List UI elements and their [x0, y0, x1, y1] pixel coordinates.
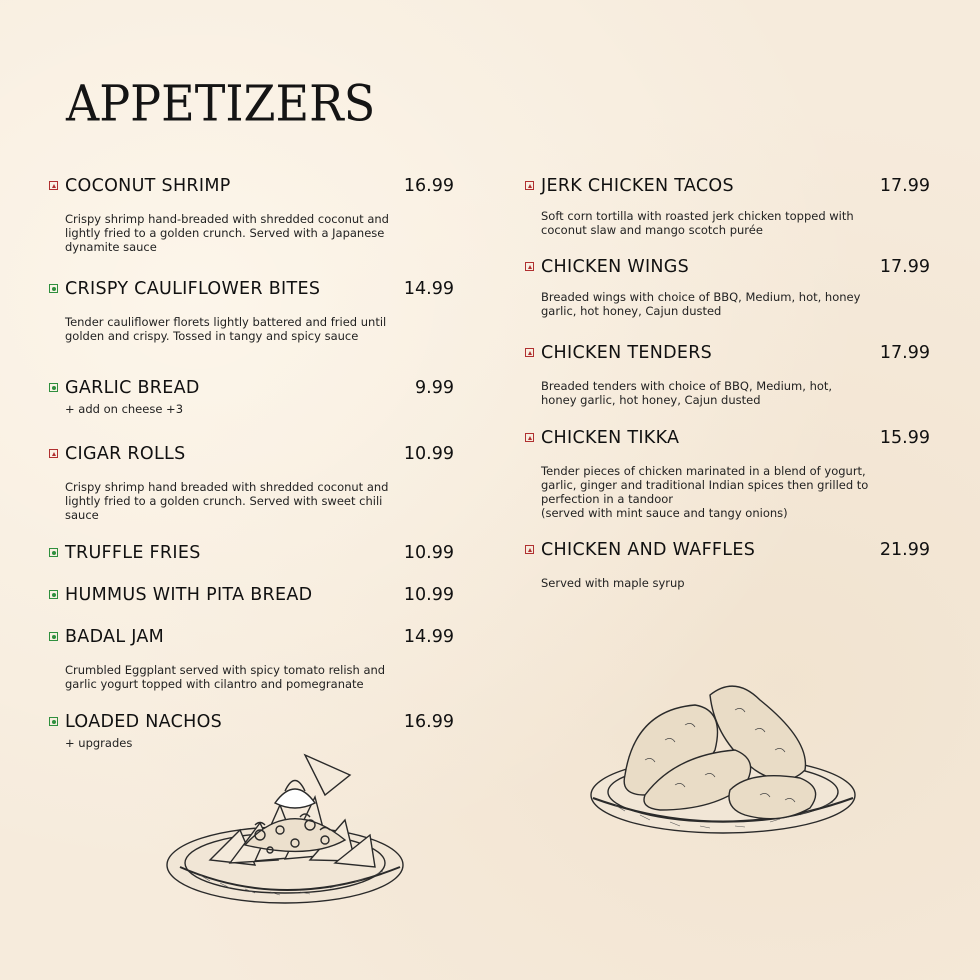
menu-item-cigar-rolls	[49, 444, 454, 522]
item-name: CRISPY CAULIFLOWER BITES	[65, 279, 321, 299]
item-description: Breaded wings with choice of BBQ, Medium, hot, honey garlic, hot honey, Cajun dusted	[541, 290, 861, 318]
menu-item-jerk-chicken-tacos	[525, 176, 930, 237]
item-name: BADAL JAM	[65, 627, 165, 647]
item-description: Crispy shrimp hand-breaded with shredded coconut and lightly fried to a golden crunch. Served with a Japanese dynamite sauce	[65, 212, 389, 254]
item-price: 17.99	[879, 176, 930, 196]
item-price: 10.99	[403, 585, 454, 605]
veg-indicator-icon	[49, 717, 58, 726]
item-description: Served with maple syrup	[541, 576, 685, 590]
item-price: 16.99	[403, 712, 454, 732]
menu-item-chicken-wings	[525, 257, 930, 318]
veg-indicator-icon	[49, 632, 58, 641]
nonveg-indicator-icon	[49, 181, 58, 190]
item-addon: + upgrades	[65, 736, 133, 750]
nachos-plate-illustration	[160, 735, 420, 915]
item-description: Tender cauliflower florets lightly battered and fried until golden and crispy. Tossed in tangy and spicy sauce	[65, 315, 387, 343]
nonveg-indicator-icon	[525, 181, 534, 190]
nonveg-indicator-icon	[525, 262, 534, 271]
item-name: GARLIC BREAD	[65, 378, 200, 398]
item-name: CHICKEN TIKKA	[541, 428, 680, 448]
item-price: 9.99	[415, 378, 454, 398]
item-description: Soft corn tortilla with roasted jerk chicken topped with coconut slaw and mango scotch purée	[541, 209, 854, 237]
item-price: 14.99	[403, 279, 454, 299]
item-description: Tender pieces of chicken marinated in a blend of yogurt, garlic, ginger and traditional Indian spices then grilled to perfection in a tandoor	[541, 464, 869, 506]
item-price: 21.99	[879, 540, 930, 560]
fried-chicken-plate-illustration	[585, 670, 860, 840]
menu-item-badal-jam	[49, 627, 454, 691]
item-name: JERK CHICKEN TACOS	[541, 176, 734, 196]
nonveg-indicator-icon	[525, 545, 534, 554]
item-note: (served with mint sauce and tangy onions)	[541, 506, 788, 520]
item-description: Breaded tenders with choice of BBQ, Medium, hot, honey garlic, hot honey, Cajun dusted	[541, 379, 833, 407]
menu-item-truffle-fries	[49, 543, 454, 567]
item-price: 17.99	[879, 343, 930, 363]
item-name: HUMMUS WITH PITA BREAD	[65, 585, 313, 605]
item-name: COCONUT SHRIMP	[65, 176, 231, 196]
item-name: LOADED NACHOS	[65, 712, 223, 732]
menu-item-crispy-cauliflower-bites	[49, 279, 454, 343]
veg-indicator-icon	[49, 590, 58, 599]
item-description: Crispy shrimp hand breaded with shredded coconut and lightly fried to a golden crunch. Served with sweet chili sauce	[65, 480, 389, 522]
item-addon: + add on cheese +3	[65, 402, 184, 416]
item-price: 14.99	[403, 627, 454, 647]
item-name: CHICKEN AND WAFFLES	[541, 540, 756, 560]
item-name: CIGAR ROLLS	[65, 444, 186, 464]
menu-item-chicken-tikka	[525, 428, 930, 520]
menu-item-hummus-with-pita-bread	[49, 585, 454, 609]
item-description: Crumbled Eggplant served with spicy tomato relish and garlic yogurt topped with cilantro and pomegranate	[65, 663, 386, 691]
item-price: 10.99	[403, 543, 454, 563]
veg-indicator-icon	[49, 548, 58, 557]
menu-item-garlic-bread	[49, 378, 454, 416]
item-price: 10.99	[403, 444, 454, 464]
nonveg-indicator-icon	[525, 348, 534, 357]
veg-indicator-icon	[49, 383, 58, 392]
item-price: 16.99	[403, 176, 454, 196]
item-price: 17.99	[879, 257, 930, 277]
nonveg-indicator-icon	[49, 449, 58, 458]
menu-item-coconut-shrimp	[49, 176, 454, 254]
page-title: APPETIZERS	[66, 74, 376, 133]
nonveg-indicator-icon	[525, 433, 534, 442]
menu-item-chicken-and-waffles	[525, 540, 930, 590]
item-name: TRUFFLE FRIES	[65, 543, 201, 563]
menu-item-chicken-tenders	[525, 343, 930, 407]
item-name: CHICKEN WINGS	[541, 257, 690, 277]
veg-indicator-icon	[49, 284, 58, 293]
item-price: 15.99	[879, 428, 930, 448]
item-name: CHICKEN TENDERS	[541, 343, 713, 363]
